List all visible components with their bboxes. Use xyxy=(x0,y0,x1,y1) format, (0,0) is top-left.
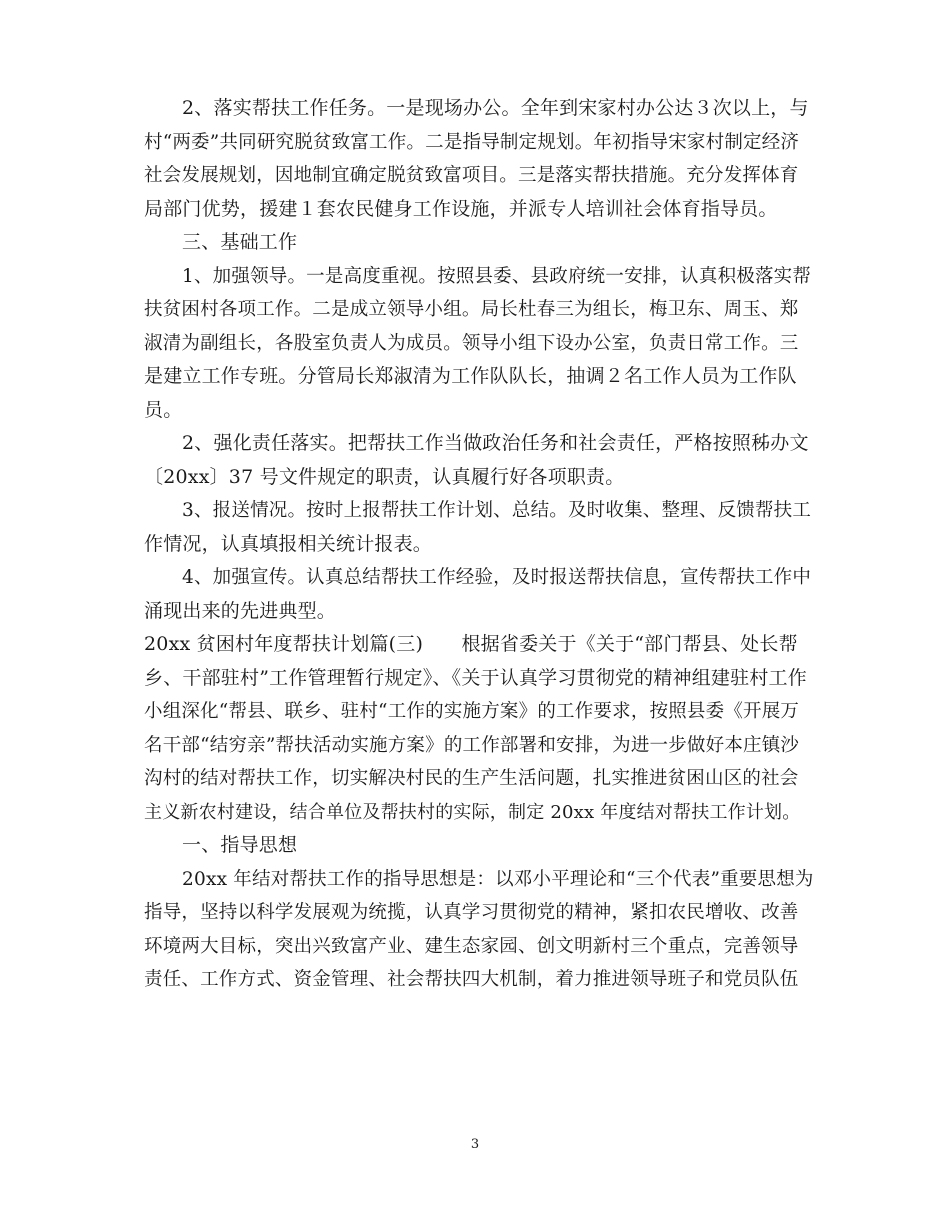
document-body xyxy=(144,92,812,997)
text-line: 三、基础工作 xyxy=(182,231,298,253)
text-line: 社会发展规划，因地制宜确定脱贫致富项目。三是落实帮扶措施。充分发挥体育 xyxy=(144,165,799,186)
text-line: 沟村的结对帮扶工作，切实解决村民的生产生活问题，扎实推进贫困山区的社会 xyxy=(144,768,799,789)
text-line: 4、加强宣传。认真总结帮扶工作经验，及时报送帮扶信息，宣传帮扶工作中 xyxy=(182,567,812,588)
text-line: 主义新农村建设，结合单位及帮扶村的实际，制定 20xx 年度结对帮扶工作计划。 xyxy=(144,801,801,823)
text-line: 员。 xyxy=(144,398,183,421)
text-line: 20xx 贫困村年度帮扶计划篇(三) 根据省委关于《关于“部门帮县、处长帮 xyxy=(144,633,798,655)
text-line: 扶贫困村各项工作。二是成立领导小组。局长杜春三为组长，梅卫东、周玉、郑 xyxy=(144,299,799,320)
text-line: 村“两委”共同研究脱贫致富工作。二是指导制定规划。年初指导宋家村制定经济 xyxy=(144,131,800,153)
text-line: 涌现出来的先进典型。 xyxy=(144,599,337,622)
text-line: 名干部“结穷亲”帮扶活动实施方案》的工作部署和安排，为进一步做好本庄镇沙 xyxy=(144,734,800,756)
page-number: 3 xyxy=(470,1137,480,1152)
text-line: 指导，坚持以科学发展观为统揽，认真学习贯彻党的精神，紧扣农民增收、改善 xyxy=(144,902,799,923)
text-line: 淑清为副组长，各股室负责人为成员。领导小组下设办公室，负责日常工作。三 xyxy=(144,332,799,354)
text-line: 小组深化“帮县、联乡、驻村“工作的实施方案》的工作要求，按照县委《开展万 xyxy=(144,701,800,722)
text-line: 1、加强领导。一是高度重视。按照县委、县政府统一安排，认真积极落实帮 xyxy=(182,265,812,287)
text-line: 一、指导思想 xyxy=(182,834,298,856)
text-line: 〔20xx〕37 号文件规定的职责，认真履行好各项职责。 xyxy=(144,465,625,488)
text-line: 乡、干部驻村”工作管理暂行规定》、《关于认真学习贯彻党的精神组建驻村工作 xyxy=(144,666,807,689)
text-line: 是建立工作专班。分管局长郑淑清为工作队队长，抽调２名工作人员为工作队 xyxy=(144,365,797,387)
text-line: 局部门优势，援建１套农民健身工作设施，并派专人培训社会体育指导员。 xyxy=(144,197,778,220)
text-line: 20xx 年结对帮扶工作的指导思想是：以邓小平理论和“三个代表”重要思想为 xyxy=(182,868,814,890)
text-line: 环境两大目标，突出兴致富产业、建生态家园、创文明新村三个重点，完善领导 xyxy=(144,935,799,957)
text-line: 2、强化责任落实。把帮扶工作当做政治任务和社会责任，严格按照秭办文 xyxy=(182,432,809,454)
text-line: 2、落实帮扶工作任务。一是现场办公。全年到宋家村办公达３次以上，与 xyxy=(182,97,809,119)
text-line: 责任、工作方式、资金管理、社会帮扶四大机制，着力推进领导班子和党员队伍 xyxy=(144,969,799,990)
text-line: 作情况，认真填报相关统计报表。 xyxy=(144,532,433,555)
text-line: 3、报送情况。按时上报帮扶工作计划、总结。及时收集、整理、反馈帮扶工 xyxy=(182,500,812,521)
